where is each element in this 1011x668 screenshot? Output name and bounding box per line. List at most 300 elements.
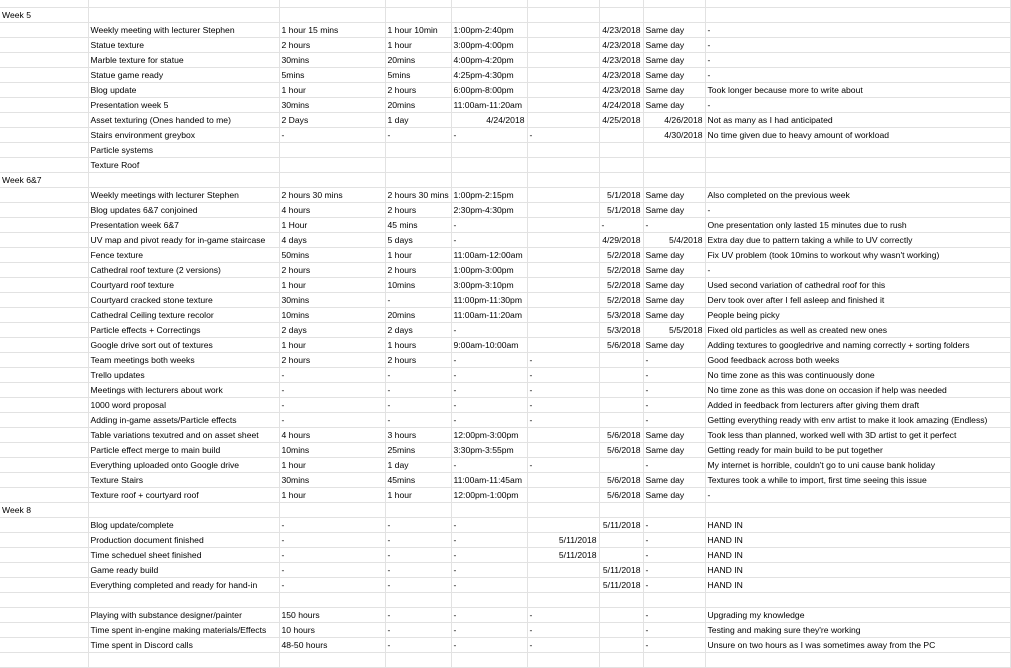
time-cell[interactable]: 1:00pm-3:00pm xyxy=(451,263,527,278)
week-cell[interactable] xyxy=(0,293,88,308)
date-a-cell[interactable] xyxy=(527,173,599,188)
date-c-cell[interactable]: - xyxy=(643,638,705,653)
date-b-cell[interactable] xyxy=(599,533,643,548)
notes-cell[interactable] xyxy=(705,653,1010,668)
date-b-cell[interactable] xyxy=(599,638,643,653)
week-cell[interactable] xyxy=(0,548,88,563)
date-c-cell[interactable]: 5/5/2018 xyxy=(643,323,705,338)
date-c-cell[interactable]: 5/4/2018 xyxy=(643,233,705,248)
date-b-cell[interactable]: 5/2/2018 xyxy=(599,263,643,278)
actual-cell[interactable] xyxy=(385,593,451,608)
time-cell[interactable] xyxy=(451,158,527,173)
week-cell[interactable] xyxy=(0,488,88,503)
week-cell[interactable] xyxy=(0,143,88,158)
actual-cell[interactable]: - xyxy=(385,563,451,578)
notes-cell[interactable]: Unsure on two hours as I was sometimes away from the PC xyxy=(705,638,1010,653)
actual-cell[interactable]: - xyxy=(385,128,451,143)
date-c-cell[interactable] xyxy=(643,593,705,608)
date-c-cell[interactable]: Same day xyxy=(643,338,705,353)
time-cell[interactable]: - xyxy=(451,128,527,143)
date-b-cell[interactable] xyxy=(599,623,643,638)
week-cell[interactable] xyxy=(0,83,88,98)
date-b-cell[interactable]: 5/2/2018 xyxy=(599,293,643,308)
date-b-cell[interactable]: 4/23/2018 xyxy=(599,83,643,98)
week-cell[interactable] xyxy=(0,413,88,428)
actual-cell[interactable]: 2 hours 30 mins xyxy=(385,188,451,203)
planned-cell[interactable]: - xyxy=(279,563,385,578)
task-cell[interactable]: Google drive sort out of textures xyxy=(88,338,279,353)
date-a-cell[interactable]: - xyxy=(527,368,599,383)
date-a-cell[interactable]: - xyxy=(527,638,599,653)
notes-cell[interactable]: - xyxy=(705,53,1010,68)
task-cell[interactable]: Asset texturing (Ones handed to me) xyxy=(88,113,279,128)
week-cell[interactable] xyxy=(0,638,88,653)
task-cell[interactable]: Blog update xyxy=(88,83,279,98)
notes-cell[interactable] xyxy=(705,158,1010,173)
planned-cell[interactable]: 4 hours xyxy=(279,428,385,443)
week-cell[interactable] xyxy=(0,578,88,593)
date-c-cell[interactable] xyxy=(643,158,705,173)
date-a-cell[interactable] xyxy=(527,143,599,158)
actual-cell[interactable]: 2 hours xyxy=(385,263,451,278)
notes-cell[interactable]: - xyxy=(705,38,1010,53)
notes-cell[interactable] xyxy=(705,593,1010,608)
notes-cell[interactable]: - xyxy=(705,68,1010,83)
planned-cell[interactable] xyxy=(279,8,385,23)
date-c-cell[interactable]: Same day xyxy=(643,278,705,293)
date-b-cell[interactable] xyxy=(599,158,643,173)
notes-cell[interactable]: Testing and making sure they're working xyxy=(705,623,1010,638)
planned-cell[interactable]: 5mins xyxy=(279,68,385,83)
date-b-cell[interactable] xyxy=(599,398,643,413)
time-cell[interactable]: - xyxy=(451,563,527,578)
week-cell[interactable] xyxy=(0,443,88,458)
task-cell[interactable]: Meetings with lecturers about work xyxy=(88,383,279,398)
notes-cell[interactable]: Adding textures to googledrive and naming correctly + sorting folders xyxy=(705,338,1010,353)
planned-cell[interactable]: 4 hours xyxy=(279,203,385,218)
task-cell[interactable]: Game ready build xyxy=(88,563,279,578)
date-a-cell[interactable] xyxy=(527,443,599,458)
date-a-cell[interactable] xyxy=(527,488,599,503)
actual-cell[interactable] xyxy=(385,143,451,158)
task-cell[interactable]: Everything uploaded onto Google drive xyxy=(88,458,279,473)
date-c-cell[interactable]: Same day xyxy=(643,308,705,323)
date-c-cell[interactable]: - xyxy=(643,548,705,563)
week-cell[interactable]: Week 8 xyxy=(0,503,88,518)
date-c-cell[interactable]: Same day xyxy=(643,188,705,203)
time-cell[interactable]: - xyxy=(451,233,527,248)
date-c-cell[interactable] xyxy=(643,143,705,158)
week-cell[interactable] xyxy=(0,263,88,278)
date-b-cell[interactable] xyxy=(599,548,643,563)
planned-cell[interactable]: 50mins xyxy=(279,248,385,263)
date-b-cell[interactable]: 5/6/2018 xyxy=(599,443,643,458)
notes-cell[interactable] xyxy=(705,143,1010,158)
week-cell[interactable] xyxy=(0,278,88,293)
task-cell[interactable]: Cathedral Ceiling texture recolor xyxy=(88,308,279,323)
task-cell[interactable]: UV map and pivot ready for in-game staircase xyxy=(88,233,279,248)
date-a-cell[interactable]: - xyxy=(527,608,599,623)
planned-cell[interactable]: 150 hours xyxy=(279,608,385,623)
actual-cell[interactable]: 2 hours xyxy=(385,353,451,368)
notes-cell[interactable]: No time given due to heavy amount of workload xyxy=(705,128,1010,143)
time-cell[interactable]: - xyxy=(451,578,527,593)
date-c-cell[interactable]: - xyxy=(643,623,705,638)
week-cell[interactable] xyxy=(0,308,88,323)
date-b-cell[interactable]: 4/23/2018 xyxy=(599,23,643,38)
date-c-cell[interactable]: Same day xyxy=(643,83,705,98)
date-a-cell[interactable] xyxy=(527,563,599,578)
date-c-cell[interactable]: - xyxy=(643,563,705,578)
planned-cell[interactable]: 10mins xyxy=(279,443,385,458)
time-cell[interactable]: 3:00pm-4:00pm xyxy=(451,38,527,53)
actual-cell[interactable] xyxy=(385,653,451,668)
date-a-cell[interactable]: - xyxy=(527,353,599,368)
date-b-cell[interactable]: 5/1/2018 xyxy=(599,203,643,218)
week-cell[interactable] xyxy=(0,338,88,353)
date-c-cell[interactable]: - xyxy=(643,413,705,428)
date-b-cell[interactable] xyxy=(599,503,643,518)
task-cell[interactable]: Fence texture xyxy=(88,248,279,263)
date-c-cell[interactable]: Same day xyxy=(643,473,705,488)
date-b-cell[interactable]: 5/6/2018 xyxy=(599,488,643,503)
planned-cell[interactable]: 2 hours 30 mins xyxy=(279,188,385,203)
date-a-cell[interactable] xyxy=(527,98,599,113)
week-cell[interactable] xyxy=(0,653,88,668)
task-cell[interactable]: Blog updates 6&7 conjoined xyxy=(88,203,279,218)
planned-cell[interactable]: - xyxy=(279,548,385,563)
planned-cell[interactable]: 1 hour 15 mins xyxy=(279,23,385,38)
actual-cell[interactable]: 1 hour 10min xyxy=(385,23,451,38)
date-c-cell[interactable]: - xyxy=(643,368,705,383)
time-cell[interactable]: - xyxy=(451,458,527,473)
task-cell[interactable]: Weekly meeting with lecturer Stephen xyxy=(88,23,279,38)
task-cell[interactable]: Courtyard cracked stone texture xyxy=(88,293,279,308)
week-cell[interactable] xyxy=(0,248,88,263)
date-a-cell[interactable] xyxy=(527,188,599,203)
task-cell[interactable]: Adding in-game assets/Particle effects xyxy=(88,413,279,428)
actual-cell[interactable]: - xyxy=(385,608,451,623)
time-cell[interactable]: 3:00pm-3:10pm xyxy=(451,278,527,293)
actual-cell[interactable]: - xyxy=(385,398,451,413)
date-c-cell[interactable]: - xyxy=(643,578,705,593)
date-a-cell[interactable] xyxy=(527,53,599,68)
task-cell[interactable]: Particle systems xyxy=(88,143,279,158)
task-cell[interactable]: Texture Roof xyxy=(88,158,279,173)
planned-cell[interactable]: 2 Days xyxy=(279,113,385,128)
task-cell[interactable]: Table variations texutred and on asset sheet xyxy=(88,428,279,443)
date-b-cell[interactable]: 5/2/2018 xyxy=(599,278,643,293)
date-c-cell[interactable]: Same day xyxy=(643,293,705,308)
actual-cell[interactable]: - xyxy=(385,293,451,308)
planned-cell[interactable]: - xyxy=(279,518,385,533)
task-cell[interactable]: Team meetings both weeks xyxy=(88,353,279,368)
task-cell[interactable]: Courtyard roof texture xyxy=(88,278,279,293)
week-cell[interactable] xyxy=(0,38,88,53)
task-cell[interactable]: Cathedral roof texture (2 versions) xyxy=(88,263,279,278)
planned-cell[interactable]: - xyxy=(279,578,385,593)
date-a-cell[interactable] xyxy=(527,23,599,38)
date-c-cell[interactable]: Same day xyxy=(643,98,705,113)
time-cell[interactable]: - xyxy=(451,533,527,548)
date-c-cell[interactable]: Same day xyxy=(643,443,705,458)
date-a-cell[interactable]: - xyxy=(527,413,599,428)
date-b-cell[interactable]: 4/23/2018 xyxy=(599,38,643,53)
time-cell[interactable]: 11:00am-11:20am xyxy=(451,308,527,323)
task-cell[interactable]: Blog update/complete xyxy=(88,518,279,533)
planned-cell[interactable] xyxy=(279,173,385,188)
date-b-cell[interactable]: 4/24/2018 xyxy=(599,98,643,113)
date-c-cell[interactable] xyxy=(643,653,705,668)
time-cell[interactable]: 11:00am-11:20am xyxy=(451,98,527,113)
time-cell[interactable] xyxy=(451,143,527,158)
actual-cell[interactable]: 45 mins xyxy=(385,218,451,233)
week-cell[interactable] xyxy=(0,473,88,488)
date-c-cell[interactable]: - xyxy=(643,353,705,368)
task-cell[interactable]: Playing with substance designer/painter xyxy=(88,608,279,623)
date-a-cell[interactable] xyxy=(527,83,599,98)
notes-cell[interactable]: Added in feedback from lecturers after giving them draft xyxy=(705,398,1010,413)
planned-cell[interactable]: 4 days xyxy=(279,233,385,248)
time-cell[interactable]: - xyxy=(451,518,527,533)
date-b-cell[interactable]: 4/23/2018 xyxy=(599,53,643,68)
task-cell[interactable] xyxy=(88,8,279,23)
week-cell[interactable] xyxy=(0,533,88,548)
date-a-cell[interactable] xyxy=(527,518,599,533)
task-cell[interactable] xyxy=(88,593,279,608)
notes-cell[interactable]: HAND IN xyxy=(705,563,1010,578)
planned-cell[interactable]: 30mins xyxy=(279,473,385,488)
time-cell[interactable]: 9:00am-10:00am xyxy=(451,338,527,353)
notes-cell[interactable] xyxy=(705,173,1010,188)
week-cell[interactable] xyxy=(0,53,88,68)
planned-cell[interactable]: - xyxy=(279,383,385,398)
week-cell[interactable] xyxy=(0,398,88,413)
notes-cell[interactable]: No time zone as this was continuously done xyxy=(705,368,1010,383)
notes-cell[interactable]: Upgrading my knowledge xyxy=(705,608,1010,623)
date-b-cell[interactable] xyxy=(599,458,643,473)
time-cell[interactable]: - xyxy=(451,608,527,623)
task-cell[interactable]: Production document finished xyxy=(88,533,279,548)
time-cell[interactable]: 6:00pm-8:00pm xyxy=(451,83,527,98)
planned-cell[interactable]: 1 hour xyxy=(279,278,385,293)
week-cell[interactable] xyxy=(0,518,88,533)
date-c-cell[interactable]: Same day xyxy=(643,248,705,263)
actual-cell[interactable]: 1 day xyxy=(385,113,451,128)
task-cell[interactable] xyxy=(88,653,279,668)
week-cell[interactable] xyxy=(0,383,88,398)
date-a-cell[interactable] xyxy=(527,323,599,338)
task-cell[interactable]: Particle effect merge to main build xyxy=(88,443,279,458)
time-cell[interactable]: 4:00pm-4:20pm xyxy=(451,53,527,68)
planned-cell[interactable]: 30mins xyxy=(279,53,385,68)
notes-cell[interactable]: HAND IN xyxy=(705,578,1010,593)
date-a-cell[interactable] xyxy=(527,233,599,248)
date-c-cell[interactable]: - xyxy=(643,458,705,473)
planned-cell[interactable] xyxy=(279,593,385,608)
planned-cell[interactable]: 48-50 hours xyxy=(279,638,385,653)
date-c-cell[interactable] xyxy=(643,173,705,188)
date-c-cell[interactable]: - xyxy=(643,518,705,533)
date-b-cell[interactable]: 4/29/2018 xyxy=(599,233,643,248)
time-cell[interactable] xyxy=(451,593,527,608)
actual-cell[interactable]: 2 hours xyxy=(385,83,451,98)
date-a-cell[interactable] xyxy=(527,308,599,323)
actual-cell[interactable]: - xyxy=(385,638,451,653)
time-cell[interactable]: 1:00pm-2:15pm xyxy=(451,188,527,203)
actual-cell[interactable] xyxy=(385,158,451,173)
date-a-cell[interactable] xyxy=(527,68,599,83)
actual-cell[interactable]: 3 hours xyxy=(385,428,451,443)
task-cell[interactable]: Statue game ready xyxy=(88,68,279,83)
task-cell[interactable]: Stairs environment greybox xyxy=(88,128,279,143)
date-b-cell[interactable]: 5/6/2018 xyxy=(599,473,643,488)
time-cell[interactable]: - xyxy=(451,323,527,338)
time-cell[interactable]: 11:00am-11:45am xyxy=(451,473,527,488)
time-cell[interactable]: - xyxy=(451,368,527,383)
date-c-cell[interactable]: - xyxy=(643,383,705,398)
date-a-cell[interactable] xyxy=(527,428,599,443)
date-b-cell[interactable] xyxy=(599,128,643,143)
actual-cell[interactable]: - xyxy=(385,383,451,398)
notes-cell[interactable]: HAND IN xyxy=(705,518,1010,533)
date-a-cell[interactable] xyxy=(527,158,599,173)
time-cell[interactable]: 4:25pm-4:30pm xyxy=(451,68,527,83)
notes-cell[interactable]: One presentation only lasted 15 minutes due to rush xyxy=(705,218,1010,233)
planned-cell[interactable]: 2 hours xyxy=(279,38,385,53)
planned-cell[interactable]: 2 hours xyxy=(279,353,385,368)
date-b-cell[interactable]: 5/3/2018 xyxy=(599,323,643,338)
planned-cell[interactable]: 1 hour xyxy=(279,458,385,473)
date-a-cell[interactable]: - xyxy=(527,128,599,143)
date-b-cell[interactable]: 5/11/2018 xyxy=(599,578,643,593)
date-a-cell[interactable] xyxy=(527,263,599,278)
week-cell[interactable] xyxy=(0,23,88,38)
actual-cell[interactable]: - xyxy=(385,368,451,383)
week-cell[interactable] xyxy=(0,203,88,218)
date-b-cell[interactable]: 4/25/2018 xyxy=(599,113,643,128)
notes-cell[interactable]: HAND IN xyxy=(705,548,1010,563)
time-cell[interactable] xyxy=(451,503,527,518)
notes-cell[interactable]: Getting ready for main build to be put together xyxy=(705,443,1010,458)
task-cell[interactable]: Everything completed and ready for hand-in xyxy=(88,578,279,593)
task-cell[interactable]: Presentation week 5 xyxy=(88,98,279,113)
date-c-cell[interactable]: Same day xyxy=(643,203,705,218)
date-b-cell[interactable] xyxy=(599,368,643,383)
planned-cell[interactable]: 10 hours xyxy=(279,623,385,638)
actual-cell[interactable]: 1 hour xyxy=(385,248,451,263)
date-c-cell[interactable] xyxy=(643,8,705,23)
date-a-cell[interactable] xyxy=(527,593,599,608)
planned-cell[interactable] xyxy=(279,653,385,668)
task-cell[interactable]: Trello updates xyxy=(88,368,279,383)
time-cell[interactable]: 12:00pm-1:00pm xyxy=(451,488,527,503)
time-cell[interactable]: - xyxy=(451,548,527,563)
date-b-cell[interactable]: - xyxy=(599,218,643,233)
time-cell[interactable]: - xyxy=(451,218,527,233)
notes-cell[interactable]: Derv took over after I fell asleep and finished it xyxy=(705,293,1010,308)
task-cell[interactable]: Statue texture xyxy=(88,38,279,53)
task-cell[interactable]: Texture roof + courtyard roof xyxy=(88,488,279,503)
date-c-cell[interactable]: 4/30/2018 xyxy=(643,128,705,143)
task-cell[interactable]: Weekly meetings with lecturer Stephen xyxy=(88,188,279,203)
notes-cell[interactable]: Fix UV problem (took 10mins to workout why wasn't working) xyxy=(705,248,1010,263)
actual-cell[interactable] xyxy=(385,503,451,518)
planned-cell[interactable]: 2 hours xyxy=(279,263,385,278)
week-cell[interactable] xyxy=(0,353,88,368)
notes-cell[interactable]: Extra day due to pattern taking a while to UV correctly xyxy=(705,233,1010,248)
planned-cell[interactable]: 1 hour xyxy=(279,488,385,503)
notes-cell[interactable]: - xyxy=(705,488,1010,503)
week-cell[interactable] xyxy=(0,128,88,143)
actual-cell[interactable]: 5 days xyxy=(385,233,451,248)
time-cell[interactable]: - xyxy=(451,353,527,368)
time-cell[interactable] xyxy=(451,653,527,668)
planned-cell[interactable]: 30mins xyxy=(279,98,385,113)
date-b-cell[interactable] xyxy=(599,353,643,368)
date-a-cell[interactable]: - xyxy=(527,458,599,473)
date-b-cell[interactable]: 5/11/2018 xyxy=(599,518,643,533)
planned-cell[interactable]: - xyxy=(279,128,385,143)
date-c-cell[interactable]: - xyxy=(643,608,705,623)
date-b-cell[interactable]: 4/23/2018 xyxy=(599,68,643,83)
date-c-cell[interactable]: Same day xyxy=(643,38,705,53)
planned-cell[interactable]: 1 hour xyxy=(279,83,385,98)
week-cell[interactable] xyxy=(0,218,88,233)
week-cell[interactable] xyxy=(0,428,88,443)
actual-cell[interactable]: - xyxy=(385,578,451,593)
date-b-cell[interactable] xyxy=(599,608,643,623)
planned-cell[interactable]: 2 days xyxy=(279,323,385,338)
week-cell[interactable] xyxy=(0,233,88,248)
week-cell[interactable] xyxy=(0,98,88,113)
notes-cell[interactable]: Used second variation of cathedral roof for this xyxy=(705,278,1010,293)
date-c-cell[interactable]: - xyxy=(643,218,705,233)
time-cell[interactable]: 3:30pm-3:55pm xyxy=(451,443,527,458)
actual-cell[interactable]: 1 hour xyxy=(385,488,451,503)
date-c-cell[interactable]: Same day xyxy=(643,428,705,443)
actual-cell[interactable]: 5mins xyxy=(385,68,451,83)
week-cell[interactable] xyxy=(0,608,88,623)
date-a-cell[interactable] xyxy=(527,248,599,263)
date-a-cell[interactable] xyxy=(527,113,599,128)
notes-cell[interactable]: Textures took a while to import, first time seeing this issue xyxy=(705,473,1010,488)
actual-cell[interactable]: 20mins xyxy=(385,53,451,68)
date-a-cell[interactable] xyxy=(527,293,599,308)
week-cell[interactable] xyxy=(0,188,88,203)
date-b-cell[interactable] xyxy=(599,413,643,428)
date-b-cell[interactable]: 5/2/2018 xyxy=(599,248,643,263)
time-cell[interactable]: 12:00pm-3:00pm xyxy=(451,428,527,443)
date-b-cell[interactable] xyxy=(599,653,643,668)
date-a-cell[interactable] xyxy=(527,38,599,53)
date-a-cell[interactable] xyxy=(527,503,599,518)
planned-cell[interactable]: - xyxy=(279,413,385,428)
actual-cell[interactable]: - xyxy=(385,623,451,638)
actual-cell[interactable] xyxy=(385,8,451,23)
date-c-cell[interactable]: 4/26/2018 xyxy=(643,113,705,128)
week-cell[interactable] xyxy=(0,623,88,638)
planned-cell[interactable] xyxy=(279,158,385,173)
actual-cell[interactable]: - xyxy=(385,518,451,533)
date-b-cell[interactable]: 5/6/2018 xyxy=(599,338,643,353)
date-b-cell[interactable]: 5/3/2018 xyxy=(599,308,643,323)
date-c-cell[interactable] xyxy=(643,503,705,518)
date-b-cell[interactable] xyxy=(599,383,643,398)
actual-cell[interactable]: 1 hours xyxy=(385,338,451,353)
actual-cell[interactable]: 45mins xyxy=(385,473,451,488)
time-cell[interactable]: 11:00pm-11:30pm xyxy=(451,293,527,308)
